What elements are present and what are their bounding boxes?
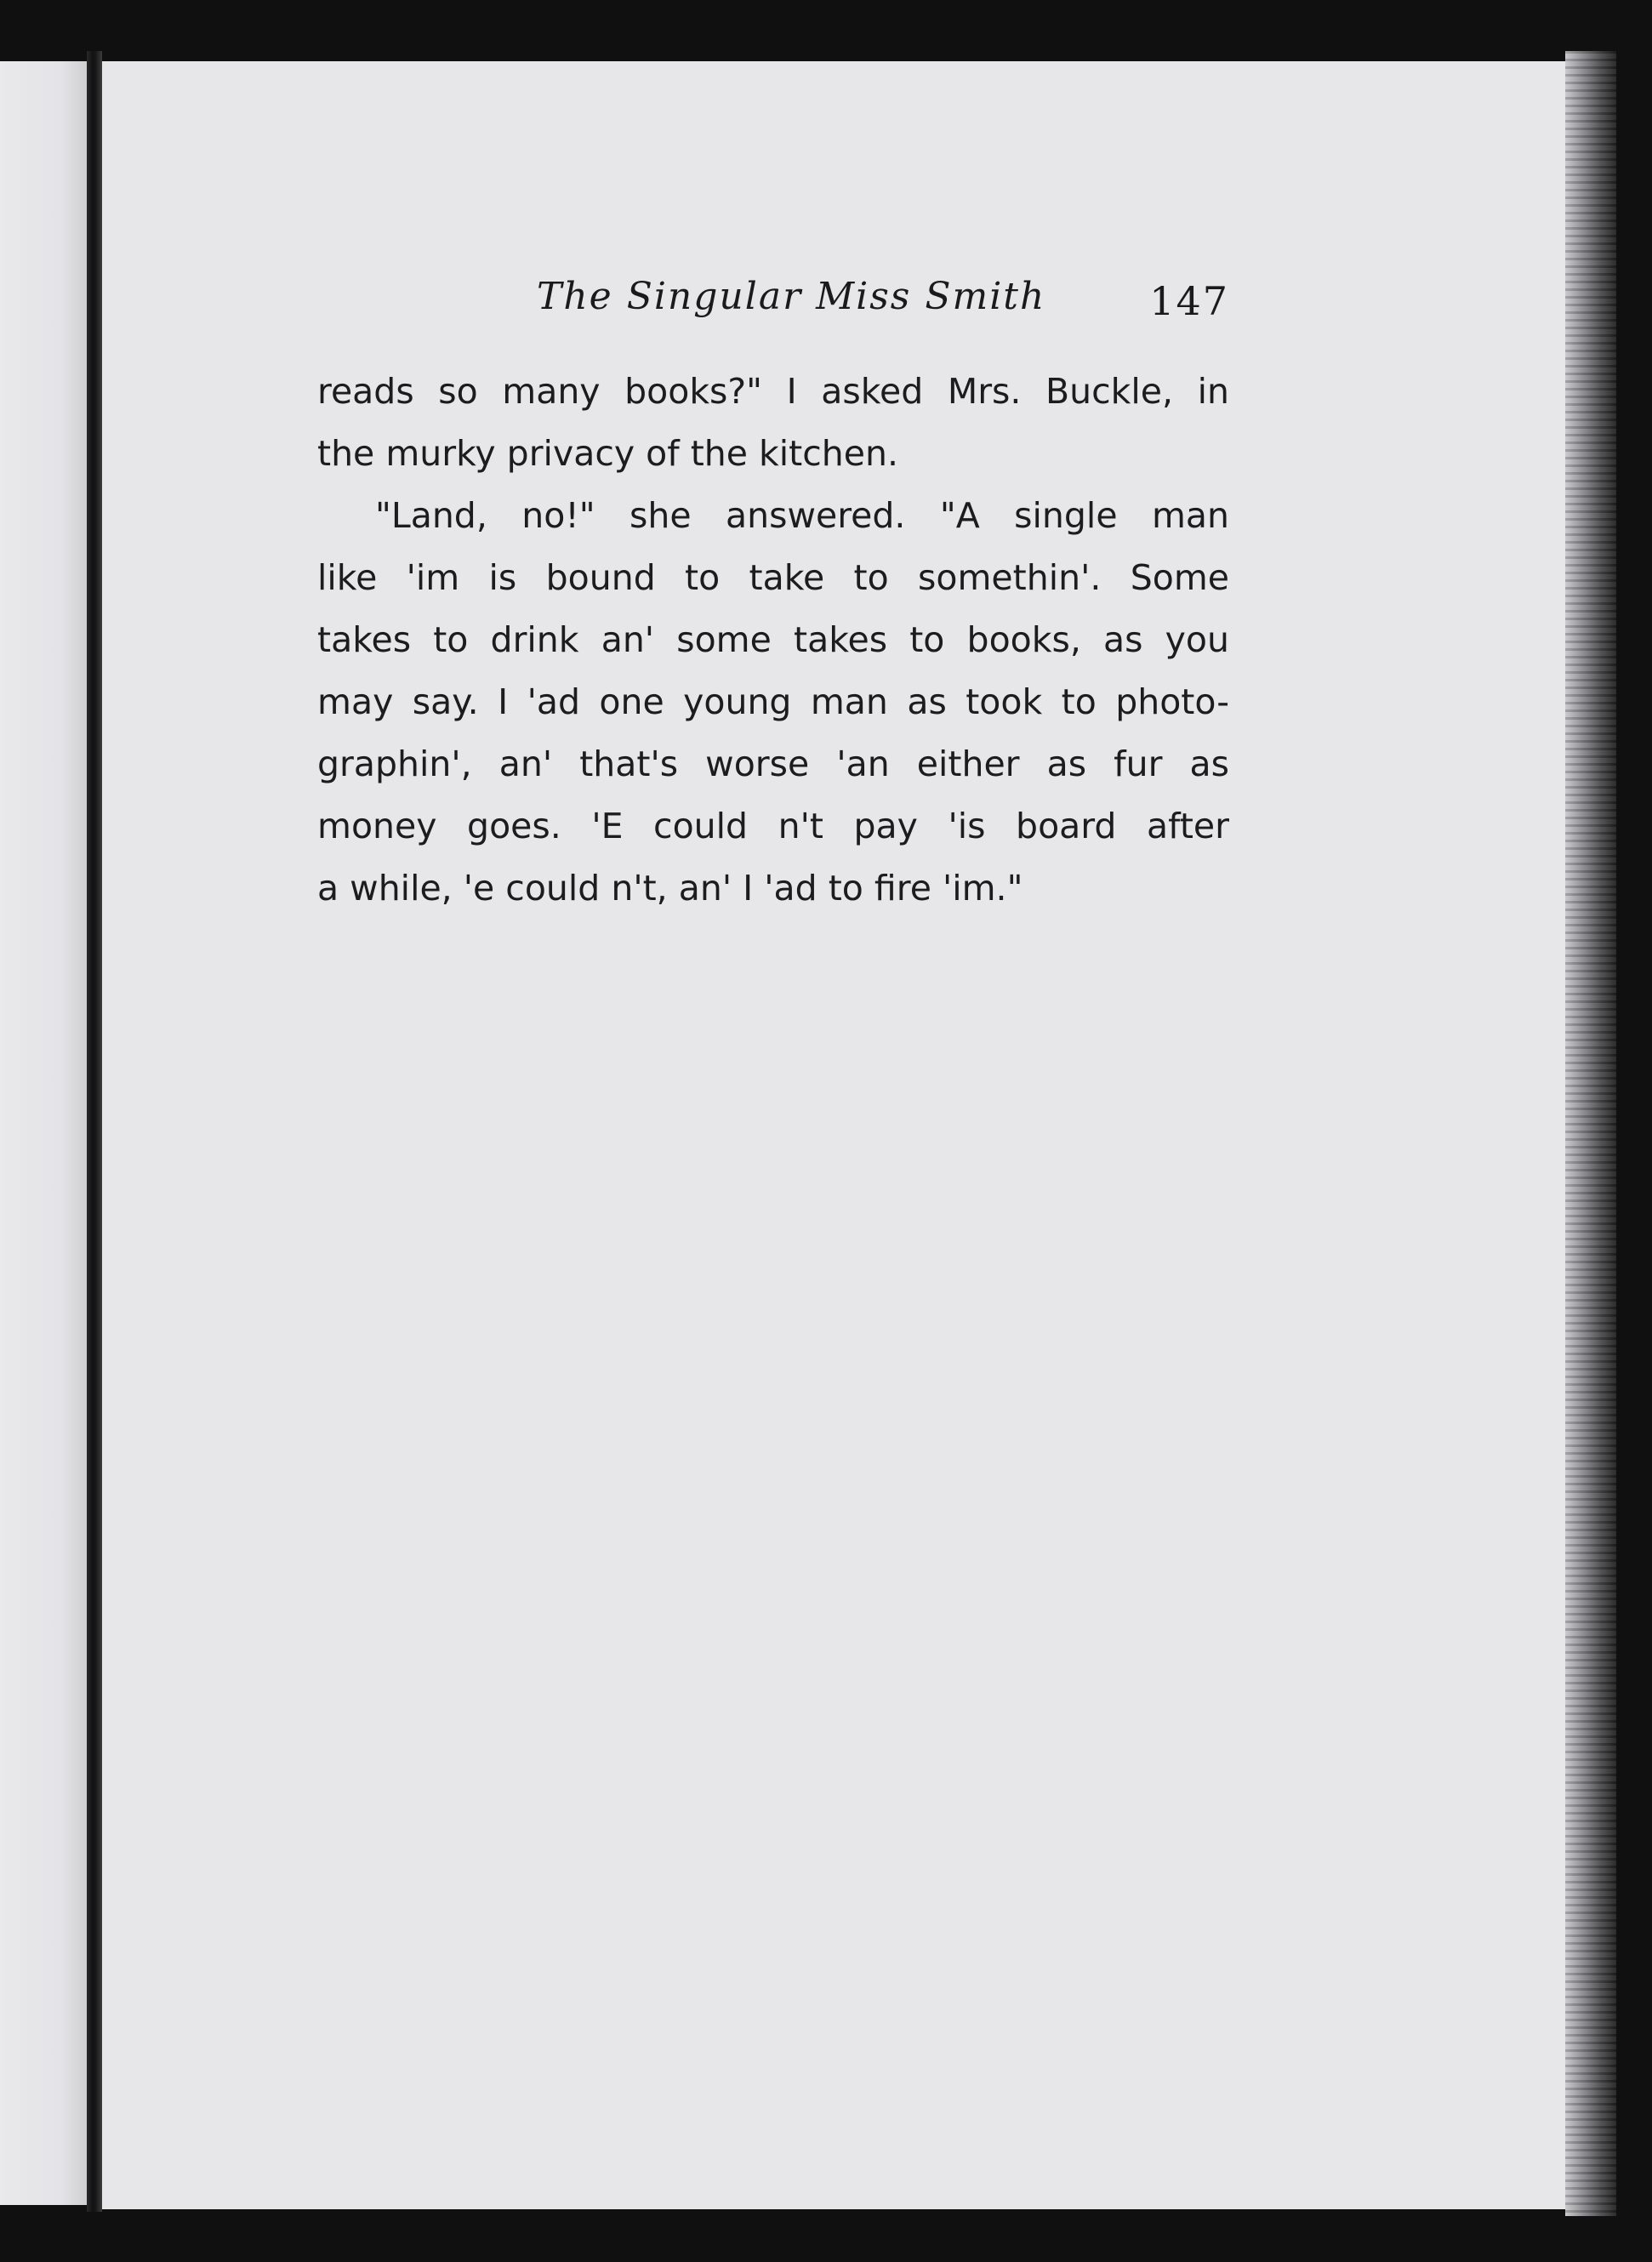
text-line: a while, 'e could n't, an' I 'ad to fire 'im."	[317, 868, 1023, 909]
facing-page-edge	[0, 61, 87, 2205]
text-line: takes to drink an' some takes to books, as you	[317, 619, 1229, 660]
text-line: like 'im is bound to take to somethin'. Some	[317, 557, 1229, 598]
page-number: 147	[1149, 278, 1229, 324]
binding-gutter	[87, 51, 102, 2212]
text-line: money goes. 'E could n't pay 'is board after	[317, 806, 1229, 846]
text-line: the murky privacy of the kitchen.	[317, 433, 899, 474]
page-stack-edge	[1565, 51, 1616, 2216]
body-text	[317, 361, 1229, 920]
text-line: graphin', an' that's worse 'an either as fur as	[317, 744, 1229, 784]
running-head	[317, 268, 1229, 336]
text-line: reads so many books?" I asked Mrs. Buckle, in	[317, 371, 1229, 412]
text-line: "Land, no!" she answered. "A single man	[375, 495, 1229, 536]
running-title: The Singular Miss Smith	[537, 275, 1046, 318]
text-line: may say. I 'ad one young man as took to photo-	[317, 681, 1229, 722]
